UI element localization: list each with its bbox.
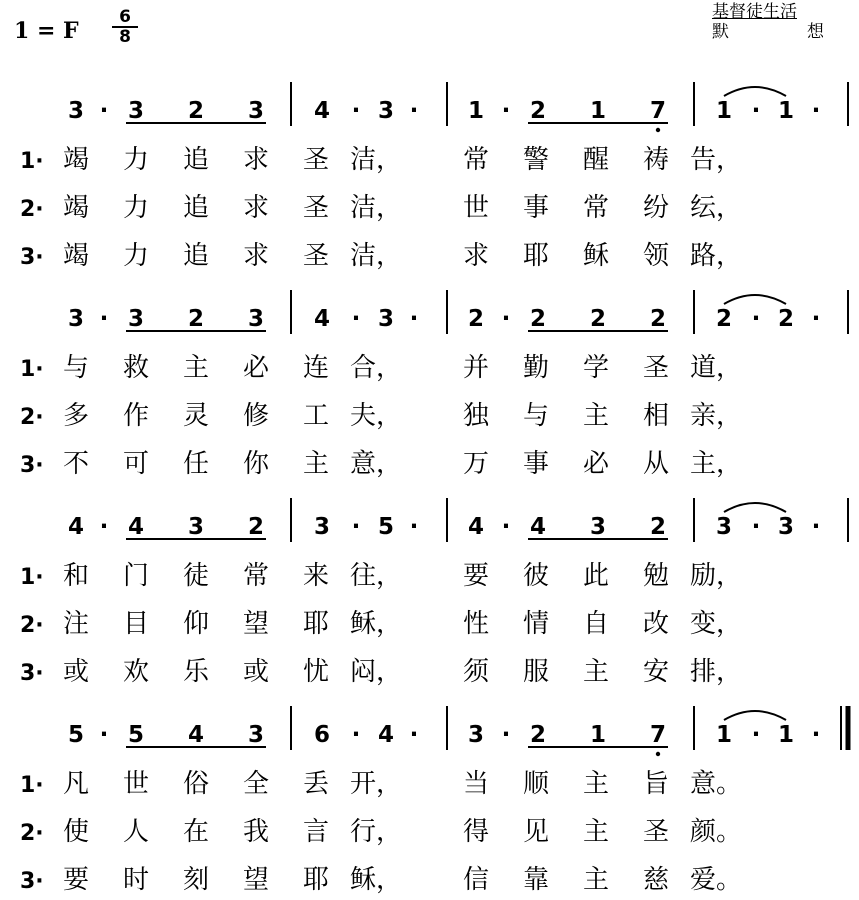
lyric-syllable: 常 (242, 561, 270, 591)
lyric-syllable: 情 (522, 609, 550, 639)
lyric-syllable: 圣 (642, 817, 670, 847)
augmentation-dot: · (409, 514, 419, 540)
lyric-syllable: 常 (462, 145, 490, 175)
augmentation-dot: · (811, 98, 821, 124)
verse-number: 3· (20, 245, 44, 270)
lyric-syllable: 追 (182, 193, 210, 223)
lyric-syllable: 洁， (349, 145, 403, 175)
lyric-syllable: 在 (182, 817, 210, 847)
verse-number: 3· (20, 453, 44, 478)
augmentation-dot: · (409, 306, 419, 332)
note: 4 (187, 722, 205, 748)
lyric-syllable: 主， (689, 449, 743, 479)
note: 3 (777, 514, 795, 540)
note: 1 (715, 98, 733, 124)
note: 5 (67, 722, 85, 748)
note: 1 (777, 722, 795, 748)
verse-number: 1· (20, 773, 44, 798)
note: 2 (529, 722, 547, 748)
lyric-syllable: 仰 (182, 609, 210, 639)
note: 4 (127, 514, 145, 540)
verse-number: 1· (20, 149, 44, 174)
lyric-syllable: 祷 (642, 145, 670, 175)
lyric-syllable: 当 (462, 769, 490, 799)
note: 2 (649, 306, 667, 332)
lyric-syllable: 圣 (302, 145, 330, 175)
lyric-syllable: 开， (349, 769, 403, 799)
note: 7 (649, 722, 667, 748)
lyric-syllable: 望 (242, 609, 270, 639)
note: 2 (777, 306, 795, 332)
lyric-syllable: 使 (62, 817, 90, 847)
note: 4 (67, 514, 85, 540)
augmentation-dot: · (501, 514, 511, 540)
verse-number: 2· (20, 405, 44, 430)
time-signature-denominator: 8 (119, 27, 131, 47)
lyric-syllable: 彼 (522, 561, 550, 591)
lyric-syllable: 追 (182, 241, 210, 271)
lyric-syllable: 学 (582, 353, 610, 383)
note: 6 (313, 722, 331, 748)
note: 4 (313, 98, 331, 124)
lyric-syllable: 合， (349, 353, 403, 383)
note: 3 (247, 98, 265, 124)
note: 3 (127, 98, 145, 124)
lyric-syllable: 道， (689, 353, 743, 383)
lyric-syllable: 主 (582, 865, 610, 895)
note: 2 (715, 306, 733, 332)
lyric-syllable: 稣 (582, 241, 610, 271)
augmentation-dot: · (351, 514, 361, 540)
augmentation-dot: · (99, 98, 109, 124)
lyric-syllable: 安 (642, 657, 670, 687)
author-name: 默想 (712, 22, 824, 42)
note: 3 (67, 98, 85, 124)
lyric-syllable: 必 (582, 449, 610, 479)
lyric-syllable: 从 (642, 449, 670, 479)
lyric-syllable: 追 (182, 145, 210, 175)
lyric-syllable: 求 (242, 193, 270, 223)
lyric-syllable: 主 (582, 817, 610, 847)
lyric-syllable: 自 (582, 609, 610, 639)
lyric-syllable: 刻 (182, 865, 210, 895)
lyric-syllable: 励， (689, 561, 743, 591)
source-title: 基督徒生活 (712, 2, 797, 22)
lyric-syllable: 要 (462, 561, 490, 591)
lyric-syllable: 乐 (182, 657, 210, 687)
lyric-syllable: 或 (242, 657, 270, 687)
augmentation-dot: · (501, 306, 511, 332)
lyric-syllable: 警 (522, 145, 550, 175)
augmentation-dot: · (351, 722, 361, 748)
note: 1 (777, 98, 795, 124)
lyric-syllable: 作 (122, 401, 150, 431)
lyric-syllable: 忧 (302, 657, 330, 687)
lyric-syllable: 欢 (122, 657, 150, 687)
lyric-syllable: 目 (122, 609, 150, 639)
lyric-syllable: 人 (122, 817, 150, 847)
tie-arc (724, 711, 786, 720)
lyric-syllable: 信 (462, 865, 490, 895)
note: 3 (377, 98, 395, 124)
note: 2 (187, 98, 205, 124)
lyric-syllable: 全 (242, 769, 270, 799)
lyric-syllable: 修 (242, 401, 270, 431)
note: 1 (589, 98, 607, 124)
note: 4 (529, 514, 547, 540)
lyric-syllable: 排， (689, 657, 743, 687)
lyric-syllable: 力 (122, 241, 150, 271)
augmentation-dot: · (751, 514, 761, 540)
note: 2 (467, 306, 485, 332)
lyric-syllable: 耶 (302, 865, 330, 895)
lyric-syllable: 稣， (349, 609, 403, 639)
lyric-syllable: 亲， (689, 401, 743, 431)
note: 4 (313, 306, 331, 332)
note: 3 (715, 514, 733, 540)
lyric-syllable: 主 (582, 401, 610, 431)
lyric-syllable: 世 (122, 769, 150, 799)
lyric-syllable: 可 (122, 449, 150, 479)
lyric-syllable: 俗 (182, 769, 210, 799)
note: 2 (529, 98, 547, 124)
lyric-syllable: 稣， (349, 865, 403, 895)
lyric-syllable: 求 (242, 241, 270, 271)
lyric-syllable: 意。 (689, 769, 743, 799)
lyric-syllable: 我 (242, 817, 270, 847)
lyric-syllable: 夫， (349, 401, 403, 431)
lyric-syllable: 来 (302, 561, 330, 591)
lyric-syllable: 主 (302, 449, 330, 479)
lyric-syllable: 须 (462, 657, 490, 687)
lyric-syllable: 门 (122, 561, 150, 591)
augmentation-dot: · (501, 722, 511, 748)
verse-number: 1· (20, 565, 44, 590)
lyric-syllable: 领 (642, 241, 670, 271)
lyric-syllable: 要 (62, 865, 90, 895)
lyric-syllable: 旨 (642, 769, 670, 799)
lyric-syllable: 此 (582, 561, 610, 591)
lyric-syllable: 或 (62, 657, 90, 687)
lyric-syllable: 勤 (522, 353, 550, 383)
note: 3 (187, 514, 205, 540)
lyric-syllable: 力 (122, 145, 150, 175)
lyric-syllable: 竭 (62, 193, 90, 223)
lyric-syllable: 任 (182, 449, 210, 479)
lyric-syllable: 力 (122, 193, 150, 223)
lyric-syllable: 注 (62, 609, 90, 639)
verse-number: 1· (20, 357, 44, 382)
lyric-syllable: 变， (689, 609, 743, 639)
note: 3 (467, 722, 485, 748)
note: 3 (67, 306, 85, 332)
lyric-syllable: 圣 (642, 353, 670, 383)
augmentation-dot: · (409, 722, 419, 748)
note: 1 (715, 722, 733, 748)
lyric-syllable: 意， (349, 449, 403, 479)
lyric-syllable: 洁， (349, 241, 403, 271)
lyric-syllable: 行， (349, 817, 403, 847)
lyric-syllable: 连 (302, 353, 330, 383)
note: 1 (589, 722, 607, 748)
augmentation-dot: · (351, 306, 361, 332)
note: 2 (589, 306, 607, 332)
lyric-syllable: 性 (462, 609, 490, 639)
lyric-syllable: 世 (462, 193, 490, 223)
lyric-syllable: 靠 (522, 865, 550, 895)
lyric-syllable: 得 (462, 817, 490, 847)
lyric-syllable: 事 (522, 449, 550, 479)
lyric-syllable: 时 (122, 865, 150, 895)
augmentation-dot: · (99, 722, 109, 748)
lyric-syllable: 往， (349, 561, 403, 591)
augmentation-dot: · (351, 98, 361, 124)
lyric-syllable: 望 (242, 865, 270, 895)
tie-arc (724, 87, 786, 96)
note: 2 (247, 514, 265, 540)
lyric-syllable: 闷， (349, 657, 403, 687)
lyric-syllable: 工 (302, 401, 330, 431)
note: 3 (589, 514, 607, 540)
lyric-syllable: 耶 (522, 241, 550, 271)
lyric-syllable: 顺 (522, 769, 550, 799)
lyric-syllable: 主 (182, 353, 210, 383)
lyric-syllable: 独 (462, 401, 490, 431)
note: 4 (377, 722, 395, 748)
augmentation-dot: · (811, 514, 821, 540)
lyric-syllable: 与 (522, 401, 550, 431)
lyric-syllable: 勉 (642, 561, 670, 591)
lyric-syllable: 主 (582, 657, 610, 687)
note: 3 (247, 306, 265, 332)
verse-number: 2· (20, 821, 44, 846)
augmentation-dot: · (811, 722, 821, 748)
note: 7 (649, 98, 667, 124)
note: 3 (127, 306, 145, 332)
lyric-syllable: 不 (62, 449, 90, 479)
note: 4 (467, 514, 485, 540)
augmentation-dot: · (811, 306, 821, 332)
lyric-syllable: 与 (62, 353, 90, 383)
augmentation-dot: · (751, 306, 761, 332)
lyric-syllable: 丢 (302, 769, 330, 799)
lyric-syllable: 求 (242, 145, 270, 175)
note: 2 (649, 514, 667, 540)
note: 3 (313, 514, 331, 540)
note: 2 (529, 306, 547, 332)
lyric-syllable: 必 (242, 353, 270, 383)
lyric-syllable: 灵 (182, 401, 210, 431)
lyric-syllable: 改 (642, 609, 670, 639)
time-signature-numerator: 6 (112, 8, 138, 28)
lyric-syllable: 服 (522, 657, 550, 687)
lyric-syllable: 和 (62, 561, 90, 591)
note: 3 (247, 722, 265, 748)
lyric-syllable: 路， (689, 241, 743, 271)
lyric-syllable: 慈 (642, 865, 670, 895)
note: 2 (187, 306, 205, 332)
augmentation-dot: · (409, 98, 419, 124)
lyric-syllable: 告， (689, 145, 743, 175)
lyric-syllable: 凡 (62, 769, 90, 799)
note: 1 (467, 98, 485, 124)
lyric-syllable: 竭 (62, 145, 90, 175)
verse-number: 3· (20, 869, 44, 894)
note: 5 (377, 514, 395, 540)
verse-number: 2· (20, 197, 44, 222)
lyric-syllable: 主 (582, 769, 610, 799)
tie-arc (724, 295, 786, 304)
lyric-syllable: 救 (122, 353, 150, 383)
lyric-syllable: 圣 (302, 193, 330, 223)
lyric-syllable: 你 (242, 449, 270, 479)
lyric-syllable: 洁， (349, 193, 403, 223)
lyric-syllable: 纭， (689, 193, 743, 223)
lyric-syllable: 求 (462, 241, 490, 271)
augmentation-dot: · (99, 514, 109, 540)
lyric-syllable: 竭 (62, 241, 90, 271)
lyric-syllable: 事 (522, 193, 550, 223)
lyric-syllable: 颜。 (689, 817, 743, 847)
augmentation-dot: · (751, 722, 761, 748)
lyric-syllable: 多 (62, 401, 90, 431)
note: 3 (377, 306, 395, 332)
key-signature: 1 = F (14, 18, 79, 44)
lyric-syllable: 醒 (582, 145, 610, 175)
lyric-syllable: 耶 (302, 609, 330, 639)
lyric-syllable: 爱。 (689, 865, 743, 895)
lyric-syllable: 万 (462, 449, 490, 479)
lower-octave-dot (656, 128, 660, 132)
lyric-syllable: 言 (302, 817, 330, 847)
lyric-syllable: 并 (462, 353, 490, 383)
lyric-syllable: 圣 (302, 241, 330, 271)
lyric-syllable: 常 (582, 193, 610, 223)
augmentation-dot: · (501, 98, 511, 124)
lyric-syllable: 徒 (182, 561, 210, 591)
augmentation-dot: · (99, 306, 109, 332)
lyric-syllable: 相 (642, 401, 670, 431)
lyric-syllable: 见 (522, 817, 550, 847)
lower-octave-dot (656, 752, 660, 756)
verse-number: 3· (20, 661, 44, 686)
lyric-syllable: 纷 (642, 193, 670, 223)
verse-number: 2· (20, 613, 44, 638)
note: 5 (127, 722, 145, 748)
augmentation-dot: · (751, 98, 761, 124)
tie-arc (724, 503, 786, 512)
